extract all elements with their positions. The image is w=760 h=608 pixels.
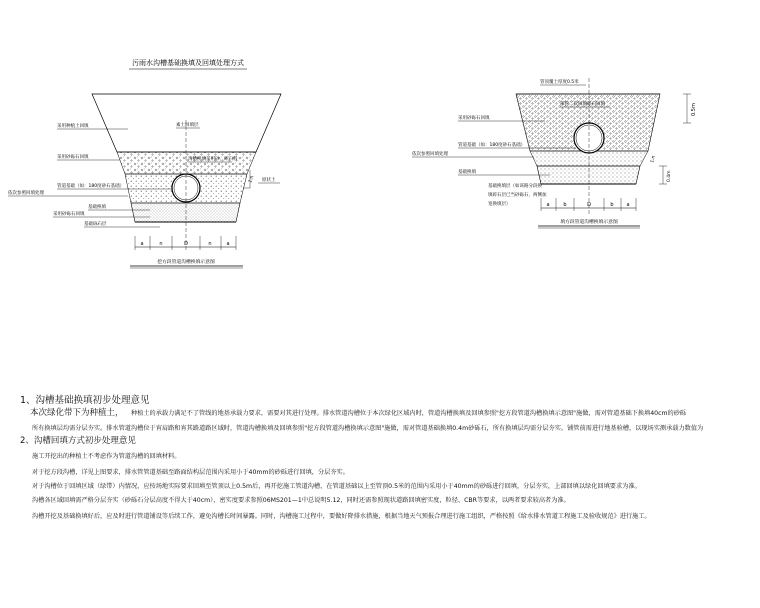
left-dim-D: D: [184, 241, 188, 247]
right-slope-label: 1:n: [650, 155, 657, 164]
section2-title: 2、沟槽回填方式初步处理意见: [20, 436, 136, 446]
left-label-bedrock: 基础砾石层: [84, 222, 107, 227]
notes-paragraph-4: 对于挖方段沟槽，详见上图要求，排水管管道基础至路面结构层范围内采用小于40mm的砂砾进行回填，分层夯实。: [32, 469, 349, 476]
notes-paragraph-6: 沟槽各区域回填需严格分层夯实（砂砾石分层高度不得大于40cm），密实度要求参照06MS201—1中总说明5.12，同时还需参照现状道路回填密实度，粒径、CBR等要求，以两者要求较高者为准。: [32, 497, 570, 504]
right-depth-top: 0.5m: [691, 103, 697, 116]
right-label-pipe-base: 管道基础（如：180度砂石基础）: [458, 143, 526, 148]
left-label-base-layer: 基础换填: [88, 205, 106, 210]
right-dim-D: D: [587, 202, 591, 208]
right-label-top-depth: 管顶覆土厚度0.5米: [540, 80, 579, 85]
right-dim-b1: b: [563, 202, 567, 208]
notes-paragraph-2: 所有换填层均需分层夯实。排水管道沟槽位于宵肩路和宵其路道路区域时，管道沟槽换填及回填参照"挖方段管道沟槽换填示意图"施做，需对管道基础换填0.4m砂砾石，所有换填层均需分层夯实。铺管前需进行地基验槽，以现场实测承载力数值为: [32, 425, 704, 432]
right-dim-a2: a: [626, 202, 630, 208]
left-label-right-soil: 原状土: [262, 178, 276, 183]
notes-paragraph-7: 沟槽开挖及基础换填好后，应及时进行管道铺设等后续工作，避免沟槽长时间暴露。同时，沟槽施工过程中，要做好降排水措施，根据当地天气预报合理进行施工组织，严格按照《给水排水管道工程施工及验收规范》进行施工。: [32, 513, 651, 520]
right-label-gravel: 采用砂砾石回填: [458, 116, 490, 121]
left-diagram-caption: 挖方段管道沟槽换填示意图: [157, 260, 215, 265]
section1-title: 1、沟槽基础换填初步处理意见: [20, 395, 150, 406]
right-side-note-1: 基础换填层（如该路分段换: [488, 184, 542, 189]
right-side-note-2: 填碎石层已当砂砾石，两侧加: [488, 193, 547, 198]
left-label-backfill: 素土回填层: [176, 123, 199, 128]
right-label-fill-mix: 部管二次回填碎石回填: [560, 102, 605, 107]
right-label-base-layer: 基础换填: [458, 170, 476, 175]
right-depth-bottom: 0.4m: [667, 170, 672, 182]
right-dim-a1: a: [546, 202, 550, 208]
left-label-fill-limit: 依次参照回填处理: [8, 191, 44, 196]
left-label-topsoil: 采用种植土回填: [57, 124, 89, 129]
notes-paragraph-3: 施工开挖出的种植土不考虑作为管道沟槽的回填材料。: [32, 453, 181, 460]
left-dim-a1: a: [140, 241, 144, 247]
right-side-note-3: 宽换填层）: [488, 202, 511, 207]
left-diagram-title: 污雨水沟槽基础换填及回填处理方式: [132, 59, 244, 67]
left-label-pipe-base: 管道基础（如：180度砂石基础）: [57, 184, 125, 189]
notes-paragraph-5: 对于沟槽位于回填区域（绿带）内情况，应按场地实际要求回填至管顶以上0.5m后，再开挖施工管道沟槽，在管道基础以上至管顶0.5米的范围内采用小于40mm的砂砾进行回填，分层夯实，上部回填以绿化回填要求为准。: [32, 483, 641, 490]
left-label-gravel-fill: 采用砂砾石回填: [53, 212, 85, 217]
section1-intro: 本次绿化带下为种植土，: [30, 408, 124, 418]
left-dim-a2: a: [226, 241, 230, 247]
left-dim-n2: n: [208, 241, 212, 247]
right-dim-b2: b: [610, 202, 614, 208]
left-label-rebuild: 沟槽换填采用砂、碎石料: [188, 157, 238, 162]
right-label-fill-limit: 依次参照回填处理: [412, 152, 448, 157]
notes-paragraph-1: 种植土的承载力满足不了管线的地基承载力要求，需要对其进行处理。排水管道沟槽位于本次绿化区域内时，管道沟槽换填及回填参照"挖方段管道沟槽换填示意图"施做，需对管道基础下换填40cm的砂砾: [131, 410, 687, 417]
left-slope-label: 1:n: [248, 175, 256, 184]
left-dim-n1: n: [159, 241, 163, 247]
right-diagram-caption: 填方段管道沟槽换填示意图: [560, 220, 618, 225]
left-label-fill: 采用砂砾石回填: [57, 155, 89, 160]
